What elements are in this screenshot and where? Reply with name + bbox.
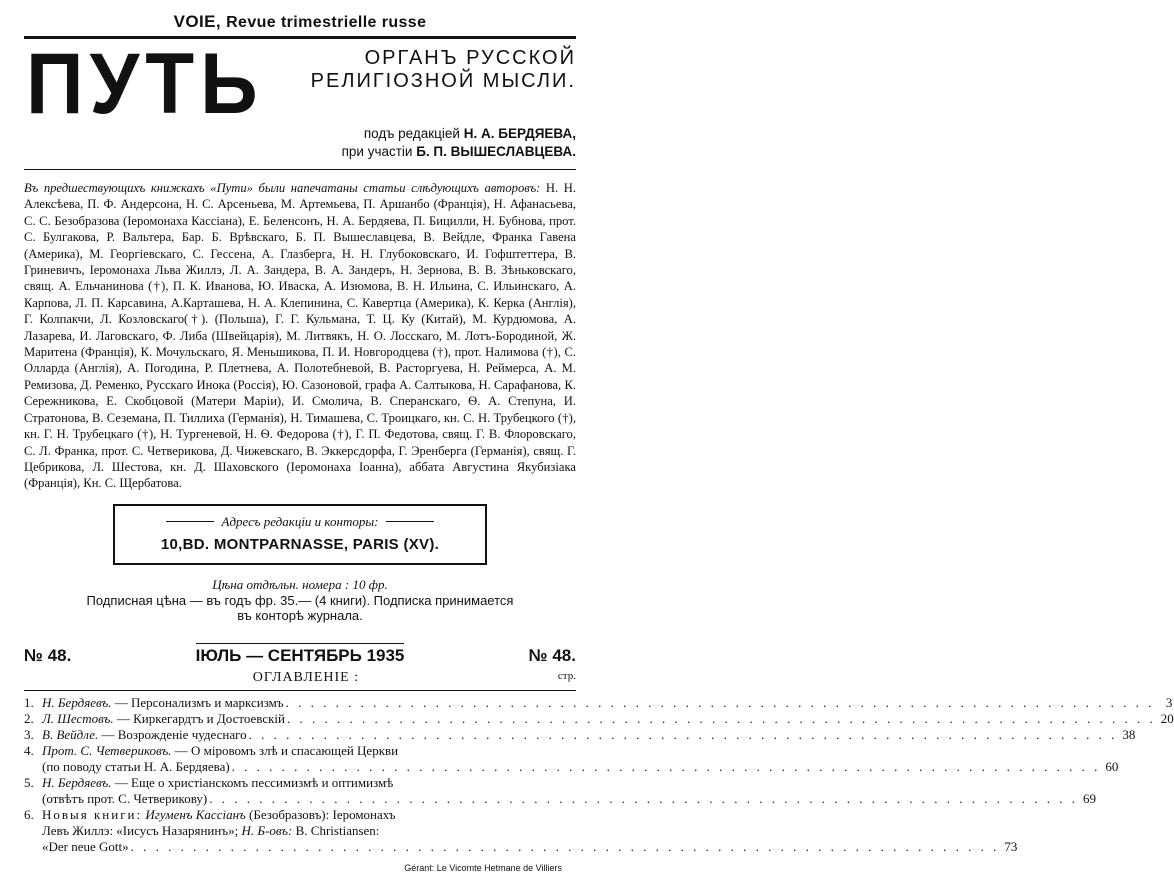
- toc-leader-dots: [249, 727, 1118, 743]
- toc-page-number: 60: [1105, 758, 1119, 774]
- toc-title-text: (отвѣтъ прот. С. Четверикову): [42, 790, 208, 806]
- toc-author: Игуменъ Кассіанъ: [145, 806, 246, 822]
- toc-entry-number: 5.: [24, 774, 34, 790]
- coeditor-prefix: при участіи: [341, 144, 413, 159]
- toc-entry-number: 6.: [24, 806, 34, 822]
- journal-title: ПУТЬ: [26, 35, 264, 132]
- voie-name: VOIE,: [173, 12, 221, 31]
- toc-title-text: (Безобразовъ): Іеромонахъ: [245, 806, 396, 822]
- toc-line: [42, 791, 1096, 807]
- issue-date: ІЮЛЬ — СЕНТЯБРЬ 1935: [196, 643, 405, 666]
- toc-author: Н. Б-овъ:: [241, 822, 293, 838]
- toc-line: [42, 759, 1118, 775]
- toc-section-label: Новыя книги:: [42, 806, 143, 822]
- address-label: Адресъ редакціи и конторы:: [221, 513, 379, 529]
- organ-subtitle: [264, 45, 576, 93]
- masthead-rule: [24, 169, 576, 170]
- toc-entry-number: 4.: [24, 742, 34, 758]
- table-of-contents: [24, 694, 1174, 855]
- toc-entry: [24, 726, 1136, 743]
- toc-entry: [24, 774, 1096, 807]
- editor-prefix: подъ редакціей: [363, 126, 460, 141]
- toc-entry: [24, 694, 1173, 711]
- toc-leader-dots: [232, 759, 1101, 775]
- coeditor-name: Б. П. ВЫШЕСЛАВЦЕВА.: [416, 144, 576, 159]
- organ-line-1: ОРГАНЪ РУССКОЙ: [364, 47, 576, 69]
- toc-title-text: Левъ Жиллэ: «Іисусъ Назарянинъ»;: [42, 822, 242, 838]
- authors-paragraph: [24, 180, 576, 492]
- toc-line: [42, 823, 1017, 839]
- editor-name: Н. А. БЕРДЯЕВА,: [463, 126, 576, 141]
- toc-page-label: стр.: [557, 669, 576, 682]
- issue-price: Цѣна отдѣльн. номера : 10 фр.: [212, 576, 388, 592]
- toc-line: [42, 695, 1172, 711]
- gerant-line: Gérant: Le Vicomte Hetmane de Villiers: [404, 862, 562, 873]
- toc-author: Прот. С. Четвериковъ.: [42, 742, 172, 758]
- authors-lead: Въ предшествующихъ книжкахъ «Пути» были напечатаны статьи слѣдующихъ авторовъ:: [24, 181, 541, 195]
- address-value: 10,BD. MONTPARNASSE, PARIS (XV).: [160, 535, 440, 553]
- dash-right: [386, 521, 434, 522]
- toc-title-text: (по поводу статьи Н. А. Бердяева): [42, 758, 230, 774]
- toc-leader-dots: [131, 839, 1000, 855]
- coeditor-line: [24, 143, 576, 161]
- toc-title: ОГЛАВЛЕНІЕ :: [252, 669, 360, 685]
- toc-author: Н. Бердяевъ.: [42, 774, 112, 790]
- toc-entry: [24, 806, 1018, 855]
- toc-title-text: — Возрожденіе чудеснаго: [98, 726, 247, 742]
- toc-author: Н. Бердяевъ.: [42, 694, 112, 710]
- toc-title-text: — Персонализмъ и марксизмъ: [111, 694, 284, 710]
- journal-cover-page: [24, 10, 1174, 873]
- toc-author: Л. Шестовъ.: [42, 710, 114, 726]
- issue-number-left: № 48.: [24, 645, 72, 665]
- toc-page-number: 20: [1160, 710, 1174, 726]
- toc-title-text: B. Christiansen:: [292, 822, 380, 838]
- authors-list: Н. Н. Алексѣева, П. Ф. Андерсона, Н. С. Арсеньева, М. Артемьева, П. Аршанбо (Франція), Н. Афанасьева, С. С. Безобразова (Іеромонаха Кассіана), Е. Беленсонъ, Н. А. Бердяева, П. Бицилли, Н. Бубнова, прот. С. Булгакова, Р. Вальтера, Бар. Б. Врѣвскаго, Б. П. Вышеславцева, В. Вейдле, Франка Гавена (Америка), М. Георгіевскаго, С. Гессена, А. Глазберга, Н. Н. Глубоковскаго, И. Гофштеттера, В. Гриневичъ, Іеромонаха Льва Жиллэ, Л. А. Зандера, В. А. Зандеръ, Н. Зернова, В. В. Зѣньковскаго, свящ. А. Ельчанинова (†), П. К. Иванова, Ю. Иваска, А. Изюмова, В. Н. Ильина, С. Ильинскаго, А. Карпова, Л. П. Карсавина, А.Карташева, Н. А. Клепинина, С. Кавертца (Америка), К. Керка (Англія), Г. Колпакчи, Л. Козловскаго(†). (Польша), Г. Г. Кульмана, Т. Ц. Ку (Китай), М. Курдюмова, А. Лазарева, И. Лаговскаго, Ф. Либа (Швейцарія), М. Литвякъ, Н. О. Лосскаго, М. Лотъ-Бородиной, Ж. Маритена (Франція), К. Мочульскаго, Я. Меньшикова, П. И. Новгородцева (†), прот. Налимова (†), С. Олларда (Англія), А. Погодина, Р. Плетнева, А. Полотебневой, В. Расторгуева, Н. Реймерса, А. М. Ремизова, Д. Ременко, Русскаго Инока (Россія), Ю. Сазоновой, графа А. Салтыкова, Н. Сарафанова, К. Сережникова, Е. Скобцовой (Матери Маріи), И. Смолича, В. Сперанскаго, Ѳ. А. Степуна, И. Стратонова, В. Сеземана, П. Тиллиха (Германія), Н. Тимашева, С. Троицкаго, кн. С. Н. Трубецкого (†), кн. Г. Н. Трубецкаго (†), Н. Тургеневой, Н. Ѳ. Федорова (†), Г. П. Федотова, свящ. Г. В. Флоровскаго, С. Л. Франка, прот. С. Четверикова, Д. Чижевскаго, В. Эккерсдорфа, Г. Эренберга (Германія), свящ. Г. Цебрикова, Л. Шестова, кн. Д. Шаховского (Іеромонаха Іоанна), аббата Августина Якубизіака (Франція), Кн. С. Щербатова.: [24, 181, 576, 491]
- toc-entry: [24, 742, 1119, 775]
- toc-entry-number: 1.: [24, 694, 34, 710]
- address-box: [113, 504, 487, 565]
- issue-number-right: № 48.: [528, 645, 576, 665]
- toc-title-text: «Der neue Gott»: [42, 838, 129, 854]
- toc-page-number: 73: [1004, 838, 1018, 854]
- voie-subtitle: Revue trimestrielle russe: [226, 14, 427, 31]
- toc-page-number: 3: [1165, 694, 1173, 710]
- masthead: [24, 35, 576, 132]
- toc-rule: [24, 690, 576, 691]
- subscription-line-1: Подписная цѣна — въ годъ фр. 35.— (4 книги). Подписка принимается: [86, 592, 514, 608]
- toc-title-text: — Киркегардтъ и Достоевскій: [113, 710, 286, 726]
- voie-title-line: [24, 12, 576, 32]
- address-label-row: [125, 514, 475, 530]
- toc-line: [42, 727, 1135, 743]
- toc-entry-number: 3.: [24, 726, 34, 742]
- toc-author: В. Вейдле.: [42, 726, 99, 742]
- toc-page-number: 69: [1082, 790, 1096, 806]
- toc-leader-dots: [286, 695, 1155, 711]
- toc-page-number: 38: [1122, 726, 1136, 742]
- issue-line: [24, 643, 576, 666]
- toc-entry-number: 2.: [24, 710, 34, 726]
- toc-line: [42, 807, 1017, 823]
- toc-title-text: — О міровомъ злѣ и спасающей Церкви: [171, 742, 399, 758]
- toc-entry: [24, 710, 1174, 727]
- toc-line: [42, 743, 1118, 759]
- toc-title-text: — Еще о христіанскомъ пессимизмѣ и оптимизмѣ: [111, 774, 394, 790]
- toc-line: [42, 839, 1017, 855]
- dash-left: [166, 521, 214, 522]
- toc-header: [24, 670, 576, 686]
- toc-leader-dots: [209, 791, 1078, 807]
- toc-line: [42, 775, 1096, 791]
- subscription-line-2: въ конторѣ журнала.: [237, 607, 363, 623]
- organ-line-2: РЕЛИГІОЗНОЙ МЫСЛИ.: [310, 70, 576, 92]
- toc-line: [42, 711, 1174, 727]
- toc-leader-dots: [287, 711, 1156, 727]
